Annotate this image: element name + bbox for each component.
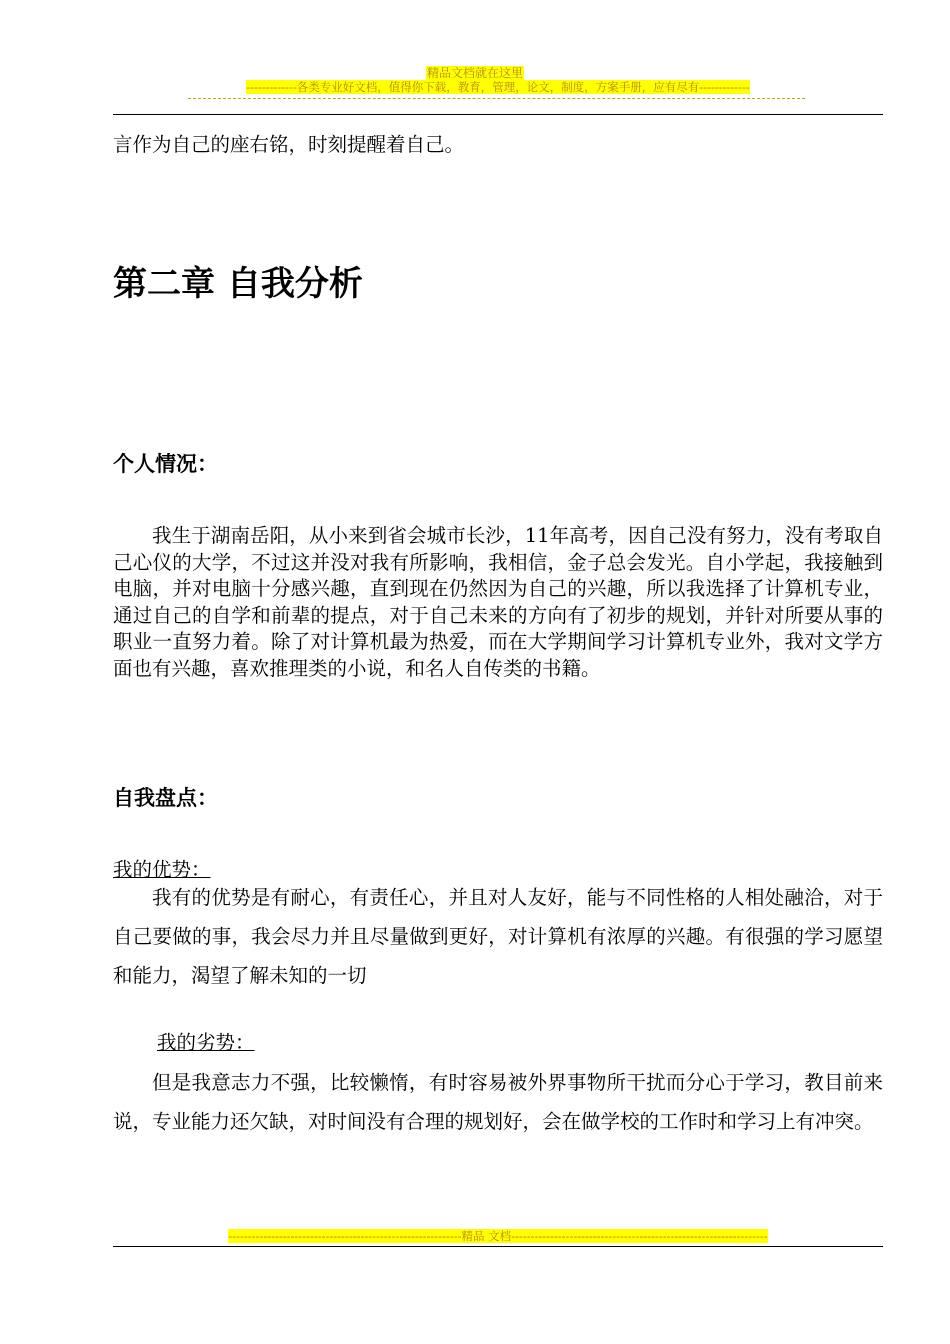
header-rule xyxy=(113,114,883,115)
strengths-label: 我的优势： xyxy=(113,858,211,881)
section-body-personal: 我生于湖南岳阳，从小来到省会城市长沙，11年高考，因自己没有努力，没有考取自己心仪的大学，不过这并没对我有所影响，我相信，金子总会发光。自小学起，我接触到电脑，并对电脑十分感兴趣，直到现在仍然因为自己的兴趣，所以我选择了计算机专业，通过自己的自学和前辈的提点，对于自己未来的方向有了初步的规划，并针对所要从事的职业一直努力着。除了对计算机最为热爱，而在大学期间学习计算机专业外，我对文学方面也有兴趣，喜欢推理类的小说，和名人自传类的书籍。 xyxy=(113,524,883,680)
section-title-personal: 个人情况： xyxy=(113,452,218,476)
continuation-text: 言作为自己的座右铭，时刻提醒着自己。 xyxy=(113,133,465,156)
strengths-body: 我有的优势是有耐心，有责任心，并且对人友好，能与不同性格的人相处融洽，对于自己要做的事，我会尽力并且尽量做到更好，对计算机有浓厚的兴趣。有很强的学习愿望和能力，渴望了解未知的一切 xyxy=(113,886,883,987)
chapter-title: 第二章 自我分析 xyxy=(113,264,363,304)
section-title-inventory: 自我盘点： xyxy=(113,786,218,810)
header-dashed-divider xyxy=(188,98,805,99)
header-subtitle: -------------各类专业好文档，值得你下载，教育，管理，论文，制度，方案手册，应有尽有------------- xyxy=(246,80,750,94)
header-title: 精品文档就在这里 xyxy=(426,66,523,80)
weaknesses-label: 我的劣势： xyxy=(157,1031,255,1054)
weaknesses-body: 但是我意志力不强，比较懒惰，有时容易被外界事物所干扰而分心于学习，教目前来说，专业能力还欠缺，对时间没有合理的规划好，会在做学校的工作时和学习上有冲突。 xyxy=(113,1071,883,1133)
footer-rule xyxy=(113,1246,883,1247)
footer-text: ------------------------------------------------------------精品 文档------------------------------------------------------------------ xyxy=(228,1229,768,1243)
